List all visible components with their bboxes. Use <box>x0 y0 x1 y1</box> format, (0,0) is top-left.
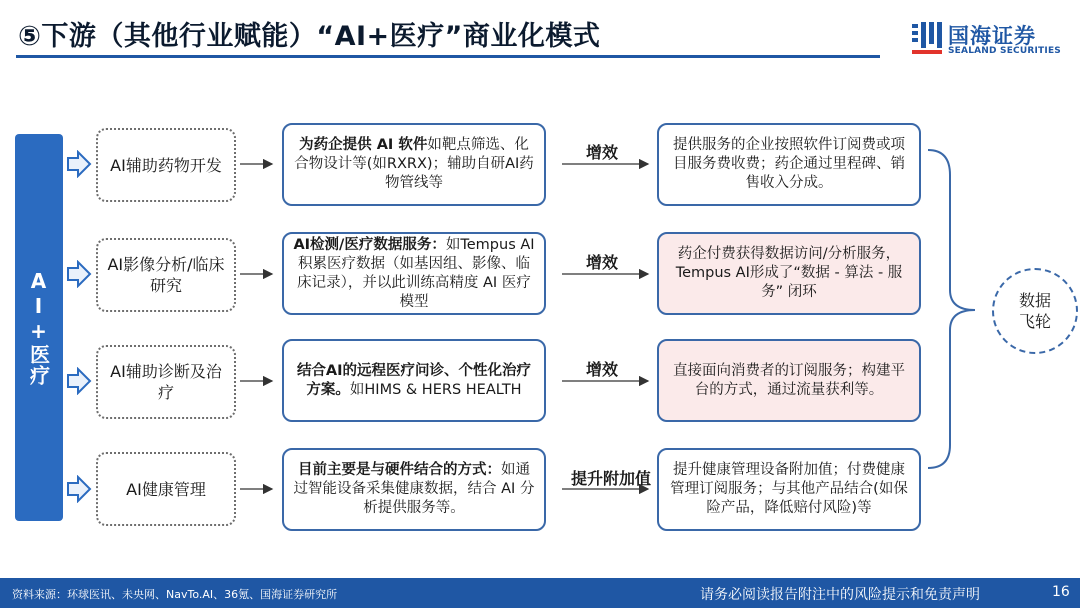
ai-medical-bar <box>15 134 63 521</box>
model-text: 如靶点筛选、化合物设计等(如RXRX)；辅助自研AI药物管线等 <box>294 137 534 191</box>
footer-bar <box>0 578 1080 608</box>
flywheel-label: 数据飞轮 <box>1018 291 1051 331</box>
model-box-diagnosis <box>282 339 546 422</box>
effect-label: 提升附加值 <box>571 469 652 488</box>
segment-diagnosis-treatment: AI辅助诊断及治疗 <box>96 345 236 419</box>
segment-imaging-clinical: AI影像分析/临床研究 <box>96 238 236 312</box>
footer-disclaimer: 请务必阅读报告附注中的风险提示和免责声明 <box>700 587 980 603</box>
model-bold: 结合AI的远程医疗问诊、个性化治疗方案。 <box>296 362 532 398</box>
result-box-drug: 提供服务的企业按照软件订阅费或项目服务费收费；药企通过里程碑、销售收入分成。 <box>657 123 921 206</box>
chevron-right-icon <box>66 150 92 178</box>
chevron-right-icon <box>66 367 92 395</box>
ai-medical-label: AI+医疗 <box>26 269 51 386</box>
segment-health-management: AI健康管理 <box>96 452 236 526</box>
model-box-drug <box>282 123 546 206</box>
model-text: 如通过智能设备采集健康数据，结合 AI 分析提供服务等。 <box>293 462 535 516</box>
result-box-imaging: 药企付费获得数据访问/分析服务，Tempus AI形成了“数据 - 算法 - 服务” 闭环 <box>657 232 921 315</box>
data-flywheel <box>992 268 1078 354</box>
chevron-right-icon <box>66 475 92 503</box>
model-box-imaging <box>282 232 546 315</box>
page-number: 16 <box>1052 584 1070 600</box>
effect-label: 增效 <box>586 360 619 379</box>
chevron-right-icon <box>66 260 92 288</box>
logo-name-cn: 国海证券 <box>948 24 1036 48</box>
effect-label: 增效 <box>586 143 619 162</box>
model-box-health <box>282 448 546 531</box>
effect-label: 增效 <box>586 253 619 272</box>
result-box-health: 提升健康管理设备附加值；付费健康管理订阅服务；与其他产品结合(如保险产品，降低赔付风险)等 <box>657 448 921 531</box>
segment-drug-development: AI辅助药物开发 <box>96 128 236 202</box>
model-bold: 目前主要是与硬件结合的方式： <box>298 462 501 478</box>
model-text: 如HIMS & HERS HEALTH <box>349 381 522 398</box>
result-box-diagnosis: 直接面向消费者的订阅服务；构建平台的方式，通过流量获利等。 <box>657 339 921 422</box>
model-text: 如Tempus AI积累医疗数据（如基因组、影像、临床记录），并以此训练高精度 AI 医疗模型 <box>297 236 535 310</box>
model-bold: AI检测/医疗数据服务： <box>293 236 446 253</box>
page-title: ⑤下游（其他行业赋能）“AI+医疗”商业化模式 <box>18 21 601 52</box>
model-bold: 为药企提供 AI 软件 <box>299 137 428 153</box>
footer-source: 资料来源：环球医讯、未央网、NavTo.AI、36氪、国海证券研究所 <box>12 588 338 601</box>
logo-name-en: SEALAND SECURITIES <box>948 46 1061 56</box>
flywheel-brace <box>928 150 975 468</box>
